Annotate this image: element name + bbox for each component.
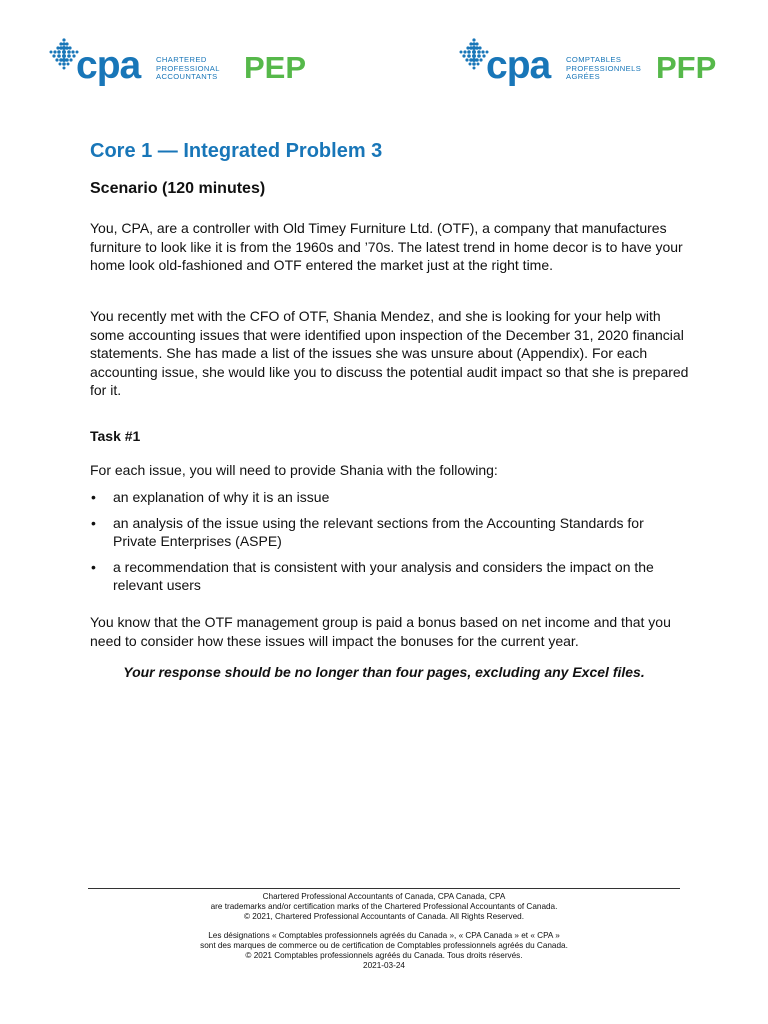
cpa-wordmark: cpa: [486, 44, 551, 87]
footer-line: © 2021, Chartered Professional Accountants of Canada. All Rights Reserved.: [243, 912, 525, 921]
intro-paragraph: You, CPA, are a controller with Old Timey Furniture Ltd. (OTF), a company that manufactures furniture to look like it is from the 1960s and ’70s. The latest trend in home decor is to have your home look old-fashioned and OTF entered the market just at the right time.: [90, 220, 683, 273]
org-name: [156, 56, 220, 82]
program-label: PEP: [244, 50, 307, 85]
org-line: ACCOUNTANTS: [156, 72, 218, 82]
footer-line: Les désignations « Comptables professionnels agréés du Canada », « CPA Canada » et « CPA »: [208, 931, 560, 940]
program-label: PFP: [656, 50, 717, 85]
footer-line: are trademarks and/or certification marks of the Chartered Professional Accountants of Canada.: [210, 902, 558, 911]
scenario-heading: Scenario (120 minutes): [90, 180, 266, 197]
bullet-glyph: •: [91, 558, 96, 575]
footer-line: © 2021 Comptables professionnels agréés du Canada. Tous droits réservés.: [245, 951, 523, 960]
footer: [0, 892, 768, 971]
bonus-paragraph: You know that the OTF management group is paid a bonus based on net income and that you need to consider how these issues will impact the bonuses for the current year.: [90, 614, 671, 649]
org-line: PROFESSIONAL: [156, 63, 220, 73]
task-heading: Task #1: [90, 428, 141, 444]
list-item-text: an explanation of why it is an issue: [113, 489, 330, 505]
footer-date: 2021-03-24: [363, 961, 405, 970]
footer-line: Chartered Professional Accountants of Canada, CPA Canada, CPA: [262, 892, 506, 901]
list-item: [90, 558, 690, 595]
org-line: CHARTERED: [156, 55, 207, 64]
page-title: Core 1 — Integrated Problem 3: [90, 140, 383, 162]
requirements-list: [90, 488, 690, 602]
bullet-glyph: •: [91, 514, 96, 531]
org-line: PROFESSIONNELS: [566, 63, 642, 73]
list-item-text: a recommendation that is consistent with your analysis and considers the impact on the relevant users: [113, 558, 654, 593]
org-line: AGRÉES: [566, 72, 601, 82]
length-instruction: Your response should be no longer than four pages, excluding any Excel files.: [123, 664, 645, 680]
task-intro: For each issue, you will need to provide Shania with the following:: [90, 462, 498, 478]
bullet-glyph: •: [91, 489, 96, 505]
footer-divider: [88, 888, 680, 889]
footer-line: sont des marques de commerce ou de certification de Comptables professionnels agréés du Canada.: [200, 941, 568, 950]
org-line: COMPTABLES: [566, 55, 622, 64]
list-item-text: an analysis of the issue using the relevant sections from the Accounting Standards for Private Enterprises (ASPE): [113, 514, 644, 549]
org-name: [566, 56, 641, 82]
cfo-paragraph: You recently met with the CFO of OTF, Shania Mendez, and she is looking for your help with some accounting issues that were identified upon inspection of the December 31, 2020 financial statements. She has made a list of the issues she was unsure about (Appendix). For each accounting issue, she would like you to discuss the potential audit impact so that she is prepared for it.: [90, 308, 689, 398]
list-item: [90, 514, 690, 551]
cpa-wordmark: cpa: [76, 44, 141, 87]
list-item: [90, 488, 690, 507]
